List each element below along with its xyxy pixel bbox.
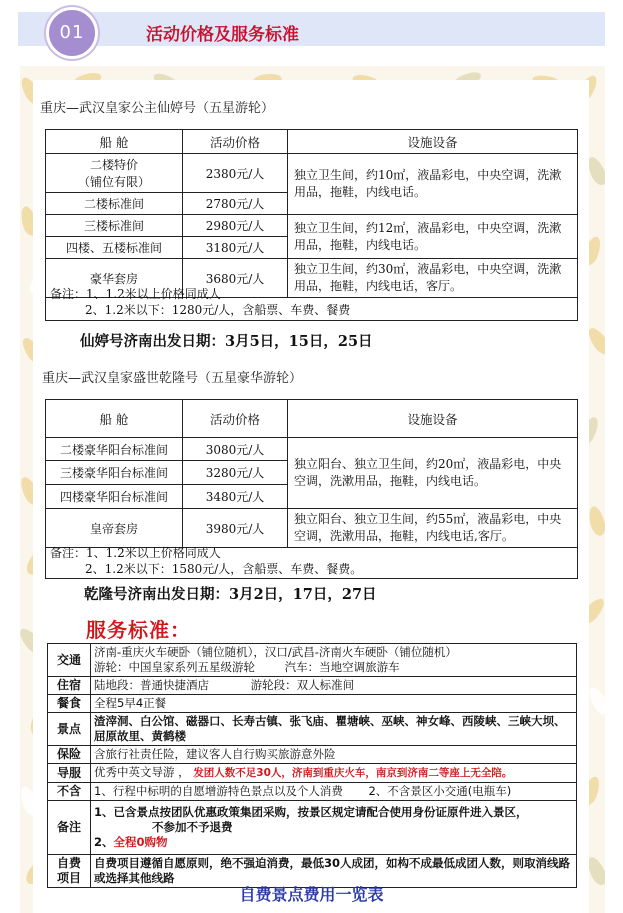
table-cell-price: 3080元/人 (183, 438, 288, 461)
table-cell-facility: 独立卫生间，约12㎡，液晶彩电，中央空调，洗漱用品，拖鞋，内线电话。 (288, 215, 578, 259)
header-price: 活动价格 (183, 400, 288, 438)
ship2-note-2: 2、1.2米以下：1580元/人，含船票、车费、餐费。 (85, 562, 363, 576)
section-number-badge: 01 (46, 7, 98, 59)
section-header (18, 12, 605, 46)
table-cell-price: 3280元/人 (183, 461, 288, 485)
self-label-line-1: 自费 (56, 856, 81, 870)
table-cell-price: 2780元/人 (183, 193, 288, 215)
table-cell-cabin: 二楼标准间 (46, 193, 183, 215)
cabin-name: 二楼特价 (89, 158, 138, 172)
table-cell-cabin: 豪华套房 (46, 259, 183, 298)
guide-warning: 发团人数不足30人，济南到重庆火车，南京到济南二等座上无全陪。 (193, 767, 513, 779)
row-label-sight: 景点 (48, 713, 91, 746)
ship1-note-2: 2、1.2米以下：1280元/人，含船票、车费、餐费 (85, 303, 351, 317)
exclude-item-2: 2、不含景区小交通(电瓶车) (368, 784, 512, 798)
table-cell-cabin: 四楼豪华阳台标准间 (46, 485, 183, 509)
table-cell-cabin: 皇帝套房 (46, 509, 183, 548)
service-table (47, 643, 577, 888)
service-title: 服务标准： (86, 618, 191, 642)
footer-title: 自费景点费用一览表 (239, 885, 384, 904)
ship1-price-table (45, 129, 578, 298)
traffic-line-1: 济南-重庆火车硬卧（铺位随机），汉口/武昌-济南火车硬卧（铺位随机） (94, 645, 457, 659)
table-cell-price: 3180元/人 (183, 237, 288, 259)
remark-no-shopping: 全程0购物 (113, 835, 168, 849)
self-detail: 自费项目遵循自愿原则，绝不强迫消费，最低30人成团，如构不成最低成团人数，则取消线路或选择其他线路 (91, 855, 577, 888)
ship1-departure-dates: 仙婷号济南出发日期：3月5日，15日，25日 (80, 333, 373, 350)
exclude-detail (91, 783, 577, 801)
sight-detail: 渣滓洞、白公馆、磁器口、长寿古镇、张飞庙、瞿塘峡、巫峡、神女峰、西陵峡、三峡大坝、屈原故里、黄鹤楼 (91, 713, 577, 746)
self-label-line-2: 项目 (56, 871, 81, 885)
ship1-note-1: 备注：1、1.2米以上价格同成人 (50, 287, 221, 301)
remark-2-prefix: 2、 (94, 835, 114, 849)
remark-detail (91, 801, 577, 855)
table-cell-facility: 独立阳台、独立卫生间，约55㎡，液晶彩电，中央空调，洗漱用品，拖鞋，内线电话,客厅。 (288, 509, 578, 548)
stay-land: 陆地段：普通快捷酒店 (94, 678, 209, 692)
remark-line-1b: 不参加不予退费 (152, 820, 233, 834)
table-cell-price: 3480元/人 (183, 485, 288, 509)
table-cell-facility: 独立卫生间，约10㎡，液晶彩电，中央空调，洗漱用品，拖鞋，内线电话。 (288, 154, 578, 215)
cabin-note: （铺位有限） (77, 175, 150, 189)
row-label-meal: 餐食 (48, 695, 91, 713)
table-cell-price: 2980元/人 (183, 215, 288, 237)
guide-text: 优秀中英文导游 ， (94, 765, 190, 779)
header-cabin: 船 舱 (46, 130, 183, 154)
ship2-price-table (45, 399, 578, 548)
table-cell-facility: 独立卫生间，约30㎡，液晶彩电，中央空调，洗漱用品，拖鞋，内线电话，客厅。 (288, 259, 578, 298)
table-cell-cabin (46, 154, 183, 193)
traffic-cruise: 游轮：中国皇家系列五星级游轮 (94, 660, 255, 674)
remark-line-2 (94, 835, 573, 850)
traffic-bus: 汽车：当地空调旅游车 (284, 660, 400, 674)
table-cell-facility: 独立阳台、独立卫生间，约20㎡，液晶彩电，中央空调，洗漱用品，拖鞋，内线电话。 (288, 438, 578, 509)
table-cell-cabin: 四楼、五楼标准间 (46, 237, 183, 259)
row-label-exclude: 不含 (48, 783, 91, 801)
table-cell-cabin: 三楼标准间 (46, 215, 183, 237)
row-label-guide: 导服 (48, 764, 91, 783)
remark-line-1: 1、已含景点按团队优惠政策集团采购，按景区规定请配合使用身份证原件进入景区， (94, 805, 528, 819)
ship1-title: 重庆—武汉皇家公主仙婷号（五星游轮） (40, 101, 275, 116)
row-label-remark: 备注 (48, 801, 91, 855)
traffic-line-2 (94, 660, 573, 675)
table-cell-price: 3980元/人 (183, 509, 288, 548)
section-title: 活动价格及服务标准 (146, 25, 299, 45)
ship2-departure-dates: 乾隆号济南出发日期：3月2日，17日，27日 (84, 586, 377, 603)
header-facility: 设施设备 (288, 400, 578, 438)
table-cell-cabin: 二楼豪华阳台标准间 (46, 438, 183, 461)
stay-detail (91, 677, 577, 695)
header-facility: 设施设备 (288, 130, 578, 154)
row-label-stay: 住宿 (48, 677, 91, 695)
header-cabin: 船 舱 (46, 400, 183, 438)
ship2-note-1: 备注：1、1.2米以上价格同成人 (50, 546, 221, 560)
guide-detail (91, 764, 577, 783)
ship2-title: 重庆—武汉皇家盛世乾隆号（五星豪华游轮） (42, 371, 303, 386)
exclude-item-1: 1、行程中标明的自愿增游特色景点以及个人消费 (94, 784, 343, 798)
row-label-insure: 保险 (48, 746, 91, 764)
insure-detail: 含旅行社责任险，建议客人自行购买旅游意外险 (91, 746, 577, 764)
traffic-detail (91, 644, 577, 677)
header-price: 活动价格 (183, 130, 288, 154)
row-label-traffic: 交通 (48, 644, 91, 677)
stay-cruise: 游轮段：双人标准间 (250, 678, 355, 692)
table-cell-price: 3680元/人 (183, 259, 288, 298)
table-cell-cabin: 三楼豪华阳台标准间 (46, 461, 183, 485)
table-cell-price: 2380元/人 (183, 154, 288, 193)
meal-detail: 全程5早4正餐 (91, 695, 577, 713)
